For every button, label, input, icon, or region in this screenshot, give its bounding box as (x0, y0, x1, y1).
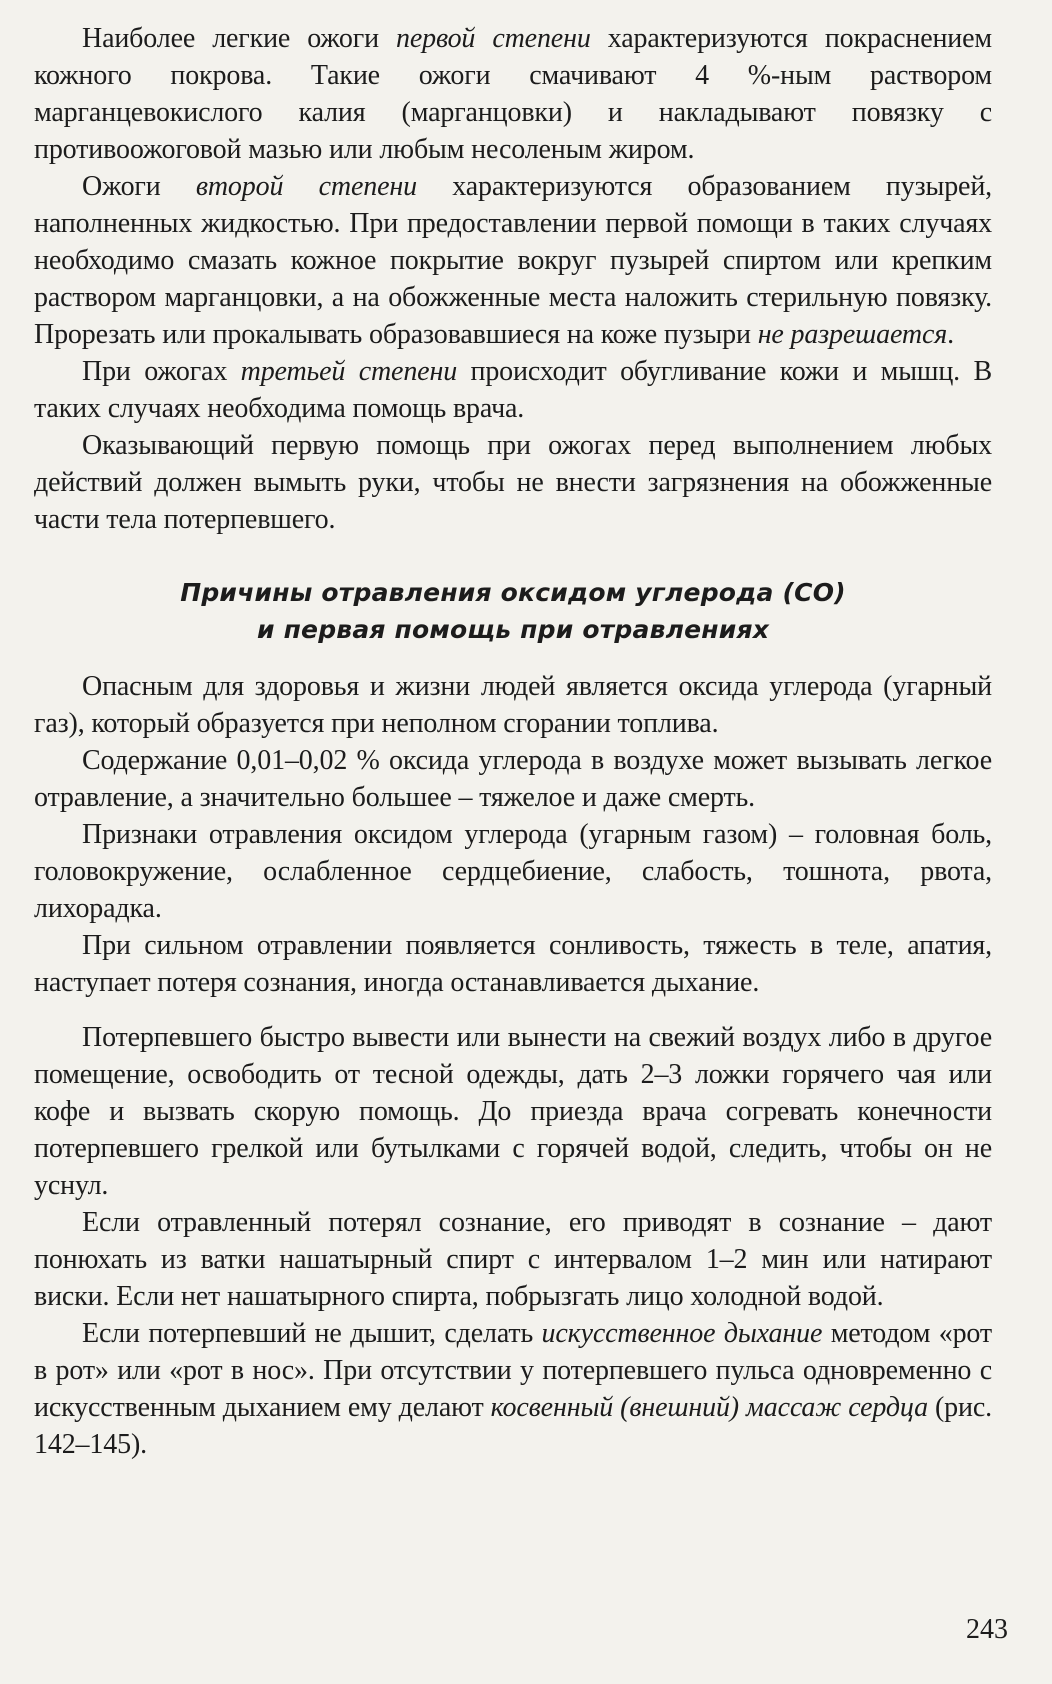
text-segment: Ожоги (82, 171, 196, 202)
text-segment: Наиболее легкие ожоги (82, 23, 396, 54)
paragraph (34, 668, 992, 742)
text-segment: . (947, 319, 954, 350)
italic-text: искусственное дыхание (541, 1318, 823, 1349)
text-segment: Содержание 0,01–0,02 % оксида углерода в воздухе может вызывать легкое отравление, а значительно большее – тяжелое и даже смерть. (34, 745, 992, 813)
text-segment: Признаки отравления оксидом углерода (угарным газом) – головная боль, головокружение, ослабленное сердцебиение, слабость, тошнота, рвота, лихорадка. (34, 819, 992, 924)
paragraph (34, 1019, 992, 1204)
text-segment: происходит обугливание кожи и мышц. В таких случаях необходима помощь врача. (34, 356, 992, 424)
text-segment: характеризуются образованием пузырей, наполненных жидкостью. При предоставлении первой помощи в таких случаях необходимо смазать кожное покрытие вокруг пузырей спиртом или крепким раствором марганцовки, а на обожженные места наложить стерильную повязку. Прорезать или прокалывать образовавшиеся на коже пузыри (34, 171, 993, 350)
italic-text: не разрешается (757, 319, 948, 350)
paragraph (34, 20, 992, 168)
italic-text: второй степени (195, 171, 417, 202)
paragraph (34, 168, 992, 353)
paragraphs-top (34, 20, 992, 538)
paragraph (34, 1315, 992, 1463)
page-content (34, 20, 992, 1463)
italic-text: косвенный (внешний) массаж сердца (490, 1392, 928, 1423)
text-segment: При сильном отравлении появляется сонливость, тяжесть в теле, апатия, наступает потеря сознания, иногда останавливается дыхание. (34, 930, 992, 998)
italic-text: третьей степени (240, 356, 458, 387)
text-segment: методом «рот в рот» или «рот в нос». При отсутствии у потерпевшего пульса одновременно с искусственным дыханием ему делают (34, 1318, 992, 1423)
italic-text: первой степени (395, 23, 591, 54)
paragraph (34, 927, 992, 1001)
paragraph (34, 1204, 992, 1315)
section-heading (34, 574, 992, 648)
text-segment: Оказывающий первую помощь при ожогах перед выполнением любых действий должен вымыть руки, чтобы не внести загрязнения на обожженные части тела потерпевшего. (34, 430, 992, 535)
page-number: 243 (966, 1614, 1008, 1645)
text-segment: Если отравленный потерял сознание, его приводят в сознание – дают понюхать из ватки нашатырный спирт с интервалом 1–2 мин или натирают виски. Если нет нашатырного спирта, побрызгать лицо холодной водой. (34, 1207, 992, 1312)
paragraph (34, 816, 992, 927)
text-segment: Потерпевшего быстро вывести или вынести на свежий воздух либо в другое помещение, освободить от тесной одежды, дать 2–3 ложки горячего чая или кофе и вызвать скорую помощь. До приезда врача согревать конечности потерпевшего грелкой или бутылками с горячей водой, следить, чтобы он не уснул. (34, 1022, 992, 1201)
paragraph (34, 353, 992, 427)
text-segment: характеризуются покраснением кожного покрова. Такие ожоги смачивают 4 %-ным раствором марганцевокислого калия (марганцовки) и накладывают повязку с противоожоговой мазью или любым несоленым жиром. (34, 23, 992, 165)
text-segment: (рис. 142–145). (34, 1392, 992, 1460)
section-heading-line-2: и первая помощь при отравлениях (256, 615, 770, 644)
text-segment: При ожогах (82, 356, 241, 387)
text-segment: Если потерпевший не дышит, сделать (82, 1318, 542, 1349)
paragraph (34, 742, 992, 816)
paragraphs-bottom (34, 668, 992, 1463)
section-heading-line-1: Причины отравления оксидом углерода (СО) (180, 578, 846, 607)
text-segment: Опасным для здоровья и жизни людей является оксида углерода (угарный газ), который образуется при неполном сгорании топлива. (34, 671, 992, 739)
paragraph (34, 427, 992, 538)
